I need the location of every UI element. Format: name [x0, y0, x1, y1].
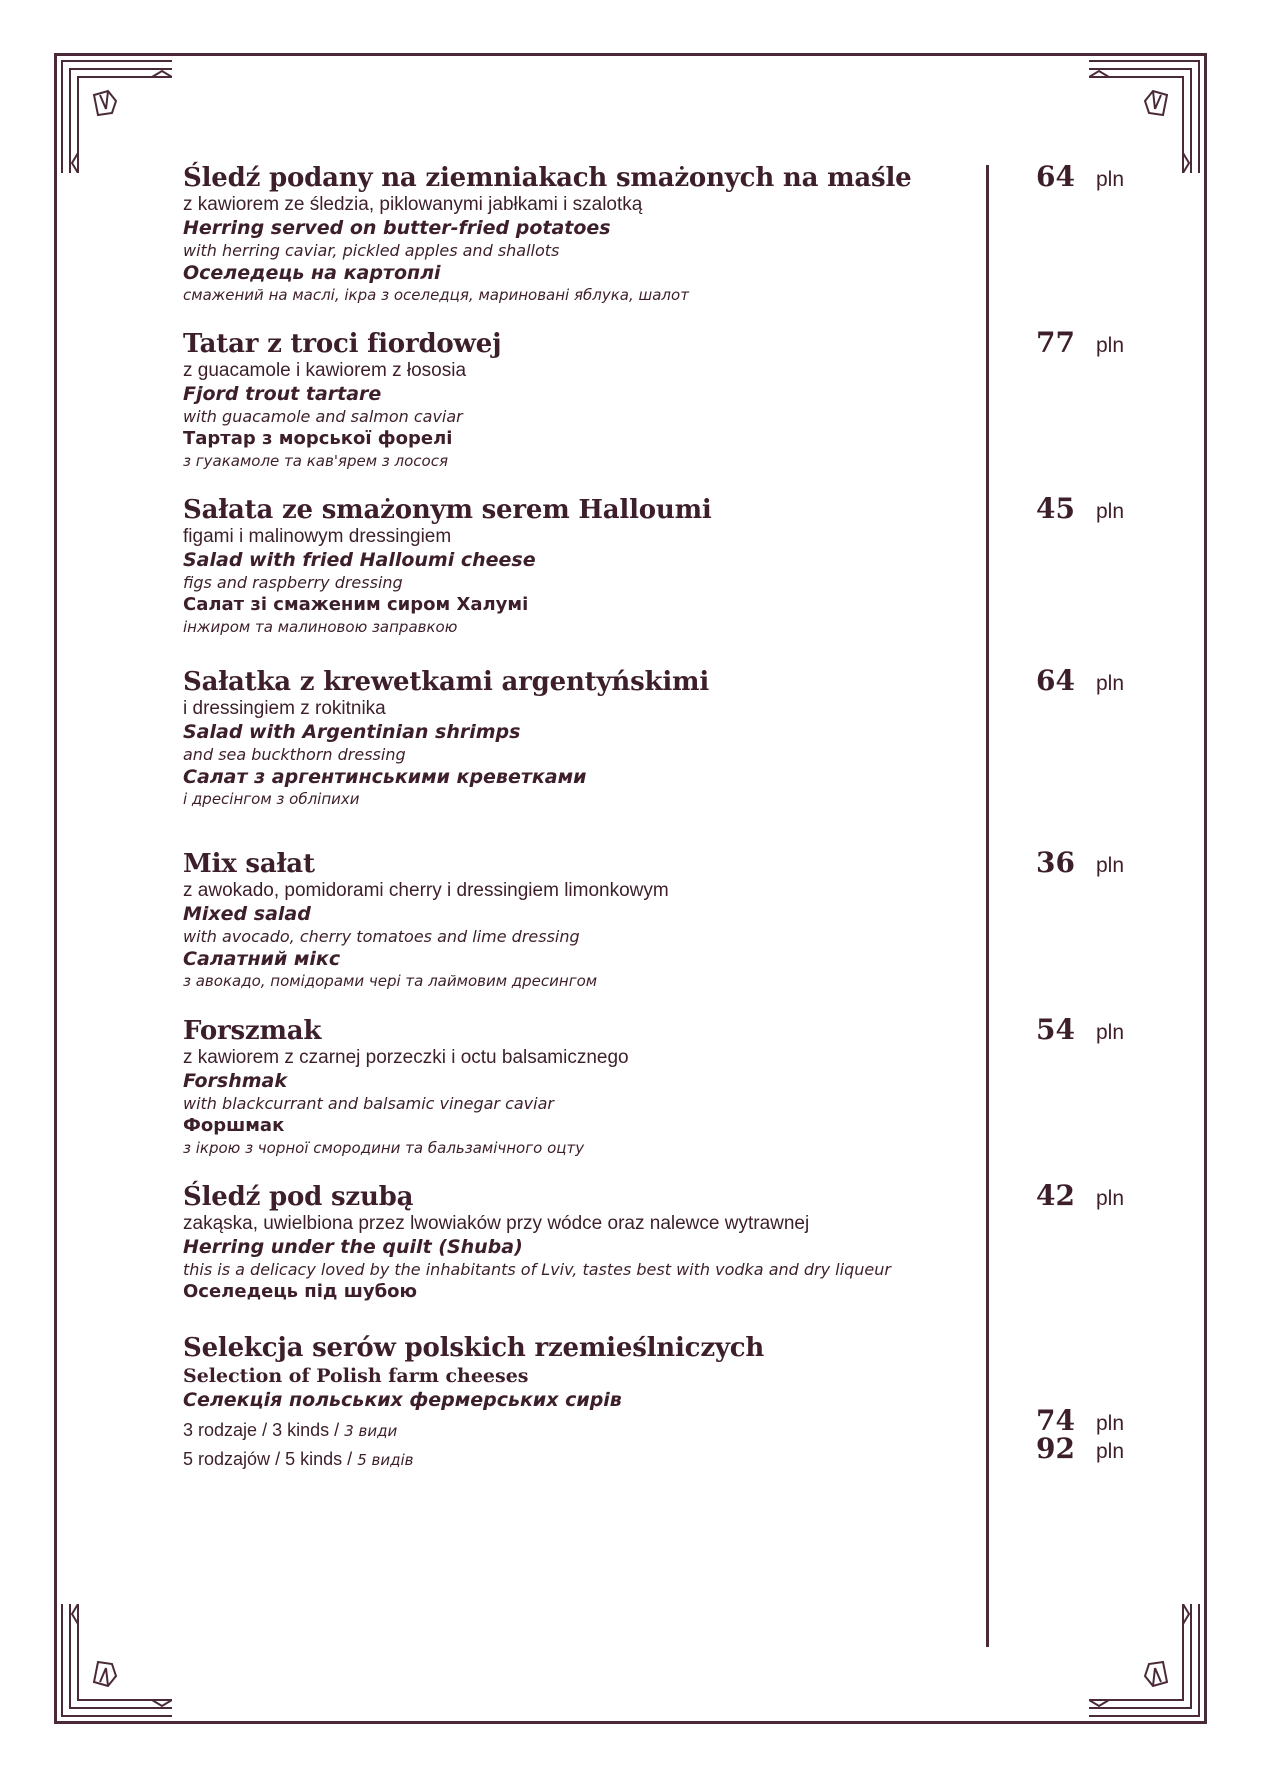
item-desc-pl: z awokado, pomidorami cherry i dressingiem limonkowym — [183, 880, 669, 901]
item-title-pl: Tatar z troci fiordowej — [183, 329, 502, 359]
item-desc-en: figs and raspberry dressing — [183, 573, 403, 592]
price-currency: pln — [1096, 854, 1125, 877]
cheese-option — [183, 1445, 973, 1474]
item-title-en: Herring under the quilt (Shuba) — [183, 1236, 523, 1258]
option-en: 5 kinds — [285, 1449, 343, 1469]
item-title-pl: Forszmak — [183, 1016, 322, 1046]
item-desc-en: with guacamole and salmon caviar — [183, 407, 463, 426]
option-separator: / — [347, 1449, 353, 1469]
price-currency: pln — [1096, 334, 1125, 357]
price-value: 64 — [1036, 664, 1075, 697]
item-price — [1036, 160, 1176, 193]
item-title-ua: Тартар з морської форелі — [183, 428, 453, 449]
item-desc-en: and sea buckthorn dressing — [183, 745, 406, 764]
item-title-en: Mixed salad — [183, 903, 311, 925]
item-title-ua: Форшмак — [183, 1115, 285, 1136]
price-currency: pln — [1096, 1440, 1125, 1463]
item-price — [1036, 664, 1176, 697]
cheese-title-ua: Селекція польських фермерських сирів — [183, 1389, 622, 1411]
item-desc-ua: смажений на маслі, ікра з оселедця, мариновані яблука, шалот — [183, 286, 689, 304]
item-desc-pl: i dressingiem z rokitnika — [183, 698, 386, 719]
menu-item — [183, 494, 973, 638]
item-desc-en: with avocado, cherry tomatoes and lime dressing — [183, 927, 580, 946]
item-desc-pl: figami i malinowym dressingiem — [183, 526, 452, 547]
item-title-ua: Салат зі смаженим сиром Халумі — [183, 594, 529, 615]
menu-item — [183, 328, 973, 472]
item-price — [1036, 1013, 1176, 1046]
option-separator: / — [275, 1449, 281, 1469]
option-pl: 3 rodzaje — [183, 1420, 258, 1440]
item-title-pl: Śledź podany na ziemniakach smażonych na maśle — [183, 163, 912, 193]
item-desc-ua: і дресінгом з обліпихи — [183, 790, 360, 808]
corner-ornament-top-right — [1089, 53, 1207, 173]
option-separator: / — [262, 1420, 268, 1440]
price-value: 42 — [1036, 1179, 1075, 1212]
item-title-en: Salad with Argentinian shrimps — [183, 721, 521, 743]
menu-item — [183, 1015, 973, 1159]
option-ua: 5 видів — [357, 1451, 414, 1469]
item-desc-en: with herring caviar, pickled apples and shallots — [183, 241, 560, 260]
item-title-en: Forshmak — [183, 1070, 288, 1092]
corner-ornament-bottom-right — [1089, 1604, 1207, 1724]
price-value: 92 — [1036, 1432, 1075, 1465]
price-value: 77 — [1036, 326, 1075, 359]
option-en: 3 kinds — [272, 1420, 330, 1440]
price-currency: pln — [1096, 1021, 1125, 1044]
price-column-divider — [986, 165, 989, 1647]
item-title-ua: Салатний мікс — [183, 948, 341, 970]
menu-item — [183, 1181, 973, 1304]
item-desc-ua: з ікрою з чорної смородини та бальзамічного оцту — [183, 1139, 585, 1157]
price-value: 74 — [1036, 1404, 1075, 1437]
item-title-en: Salad with fried Halloumi cheese — [183, 549, 536, 571]
item-desc-pl: z kawiorem ze śledzia, piklowanymi jabłkami i szalotką — [183, 194, 643, 215]
item-price — [1036, 1432, 1176, 1465]
item-desc-pl: z kawiorem z czarnej porzeczki i octu balsamicznego — [183, 1047, 629, 1068]
price-value: 54 — [1036, 1013, 1075, 1046]
option-pl: 5 rodzajów — [183, 1449, 271, 1469]
item-price — [1036, 846, 1176, 879]
price-currency: pln — [1096, 672, 1125, 695]
menu-item — [183, 666, 973, 810]
item-title-en: Herring served on butter-fried potatoes — [183, 217, 611, 239]
item-title-pl: Śledź pod szubą — [183, 1182, 414, 1212]
price-currency: pln — [1096, 500, 1125, 523]
cheese-title-pl: Selekcja serów polskich rzemieślniczych — [183, 1333, 765, 1363]
item-price — [1036, 492, 1176, 525]
menu-item — [183, 162, 973, 306]
option-separator: / — [334, 1420, 340, 1440]
option-ua: 3 види — [344, 1422, 398, 1440]
item-desc-pl: zakąska, uwielbiona przez lwowiaków przy wódce oraz nalewce wytrawnej — [183, 1213, 810, 1234]
item-desc-ua: інжиром та малиновою заправкою — [183, 618, 458, 636]
menu-item — [183, 848, 973, 992]
item-title-pl: Sałatka z krewetkami argentyńskimi — [183, 667, 710, 697]
item-desc-en: with blackcurrant and balsamic vinegar caviar — [183, 1094, 554, 1113]
price-value: 36 — [1036, 846, 1075, 879]
item-title-ua: Оселедець на картоплі — [183, 262, 441, 284]
price-value: 45 — [1036, 492, 1075, 525]
corner-ornament-bottom-left — [54, 1604, 172, 1724]
item-title-pl: Mix sałat — [183, 849, 315, 879]
corner-ornament-top-left — [54, 53, 172, 173]
item-price — [1036, 326, 1176, 359]
item-desc-ua: з авокадо, помідорами чері та лаймовим дресингом — [183, 972, 598, 990]
price-currency: pln — [1096, 1412, 1125, 1435]
item-desc-en: this is a delicacy loved by the inhabitants of Lviv, tastes best with vodka and dry liqueur — [183, 1260, 891, 1279]
item-title-ua: Оселедець під шубою — [183, 1281, 417, 1302]
item-price — [1036, 1179, 1176, 1212]
price-currency: pln — [1096, 1187, 1125, 1210]
item-desc-ua: з гуакамоле та кав'ярем з лосося — [183, 452, 448, 470]
price-value: 64 — [1036, 160, 1075, 193]
price-currency: pln — [1096, 168, 1125, 191]
item-title-pl: Sałata ze smażonym serem Halloumi — [183, 495, 712, 525]
cheese-selection — [183, 1332, 973, 1474]
cheese-title-en: Selection of Polish farm cheeses — [183, 1365, 529, 1387]
item-title-ua: Салат з аргентинськими креветками — [183, 766, 587, 788]
cheese-option — [183, 1416, 973, 1445]
item-title-en: Fjord trout tartare — [183, 383, 382, 405]
item-desc-pl: z guacamole i kawiorem z łososia — [183, 360, 467, 381]
